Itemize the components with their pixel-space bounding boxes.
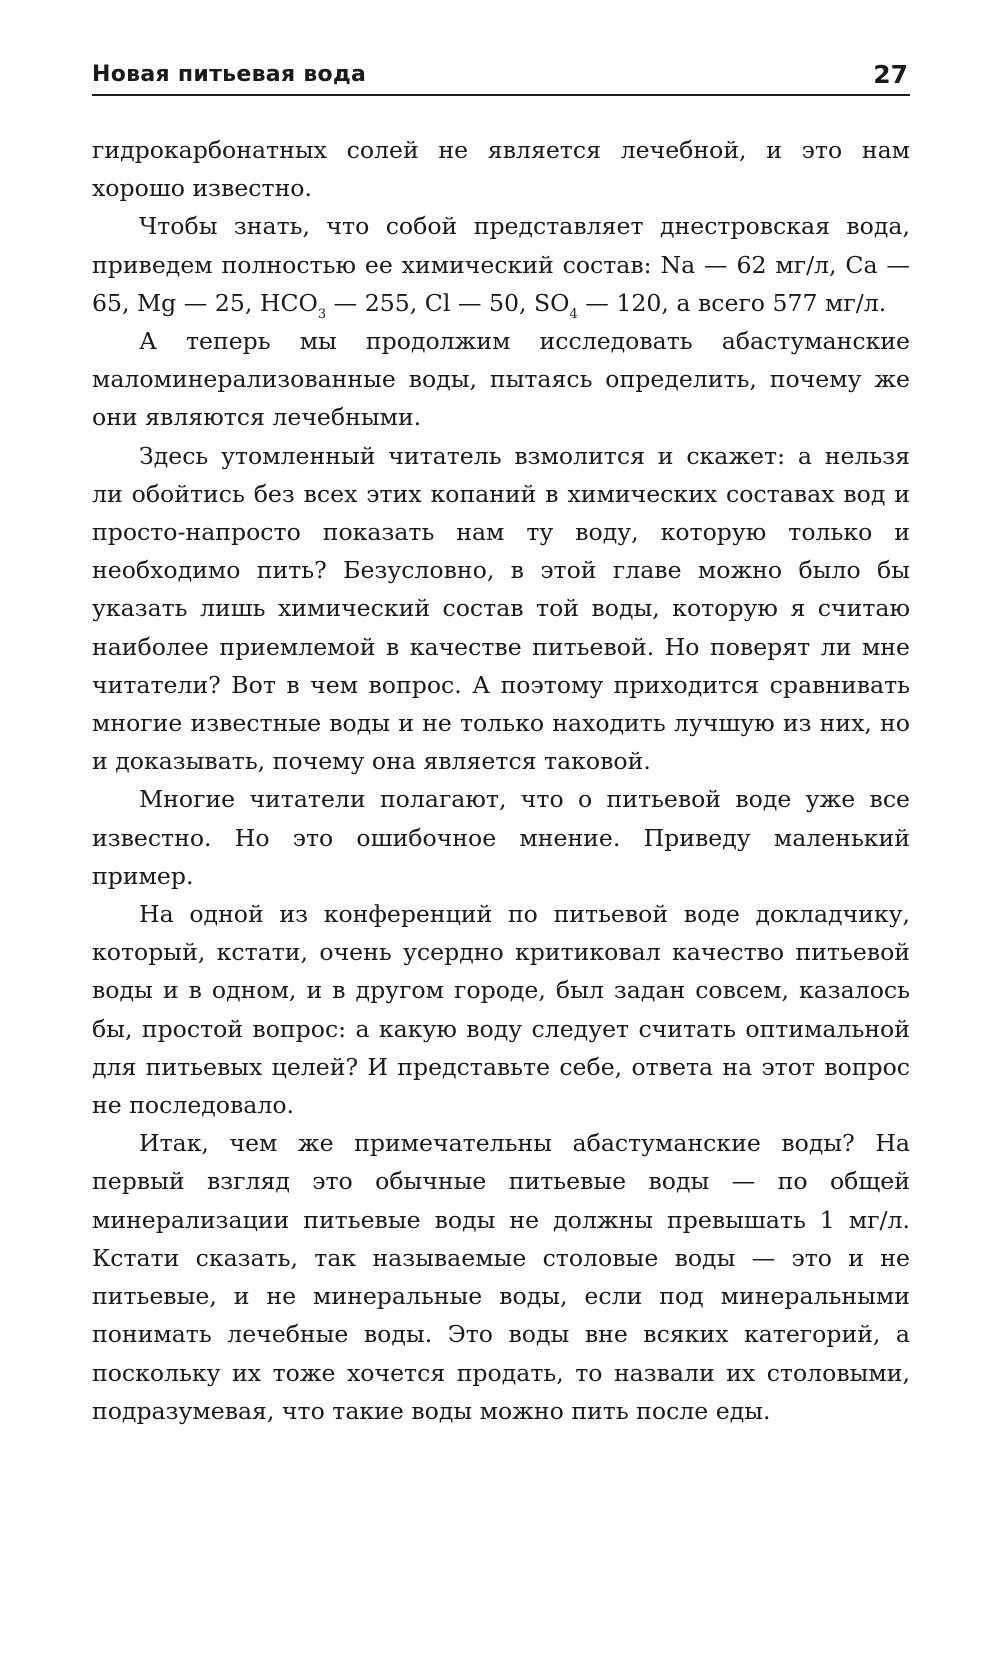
paragraph-2-mid: — 255, Cl — 50, SO [326,288,570,317]
paragraph-7: Итак, чем же примечательны абастуманские воды? На первый взгляд это обычные питьевые воды — по общей минерализации питьевые воды не должны превышать 1 мг/л. Кстати сказать, так называемые столовые воды — это и не питьевые, и не минеральные воды, если под минеральными понимать лечебные воды. Это воды вне всяких категорий, а поскольку их тоже хочется продать, то назвали их столовыми, подразумевая, что такие воды можно пить после еды. [92,1129,910,1425]
paragraph-3: А теперь мы продолжим исследовать абастуманские маломинерализованные воды, пытаясь определить, почему же они являются лечебными. [92,327,910,432]
paragraph-2-intro: Чтобы знать, что собой представляет днестровская вода, приведем полностью ее химический состав: Na — 62 мг/л, Ca — 65, Mg — 25, HCO [92,212,910,317]
page-number: 27 [873,60,908,89]
page-header [92,58,910,96]
so4-subscript: 4 [569,306,578,322]
paragraph-1: гидрокарбонатных солей не является лечебной, и это нам хорошо известно. [92,136,910,203]
body-text [92,131,910,1430]
paragraph-4: Здесь утомленный читатель взмолится и скажет: а нельзя ли обойтись без всех этих копаний в химических составах вод и просто-напросто показать нам ту воду, которую только и необходимо пить? Безусловно, в этой главе можно было бы указать лишь химический состав той воды, которую я считаю наиболее приемлемой в качестве питьевой. Но поверят ли мне читатели? Вот в чем вопрос. А поэтому приходится сравнивать многие известные воды и не только находить лучшую из них, но и доказывать, почему она является таковой. [92,441,910,776]
paragraph-2-end: — 120, а всего 577 мг/л. [577,288,887,317]
paragraph-5: Многие читатели полагают, что о питьевой воде уже все известно. Но это ошибочное мнение. Приведу маленький пример. [92,785,910,890]
paragraph-6: На одной из конференций по питьевой воде докладчику, который, кстати, очень усердно критиковал качество питьевой воды и в одном, и в другом городе, был задан совсем, казалось бы, простой вопрос: а какую воду следует считать оптимальной для питьевых целей? И представьте себе, ответа на этот вопрос не последовало. [92,900,910,1120]
paragraph-2 [92,207,910,322]
hco3-subscript: 3 [317,306,327,322]
running-title: Новая питьевая вода [92,62,367,87]
